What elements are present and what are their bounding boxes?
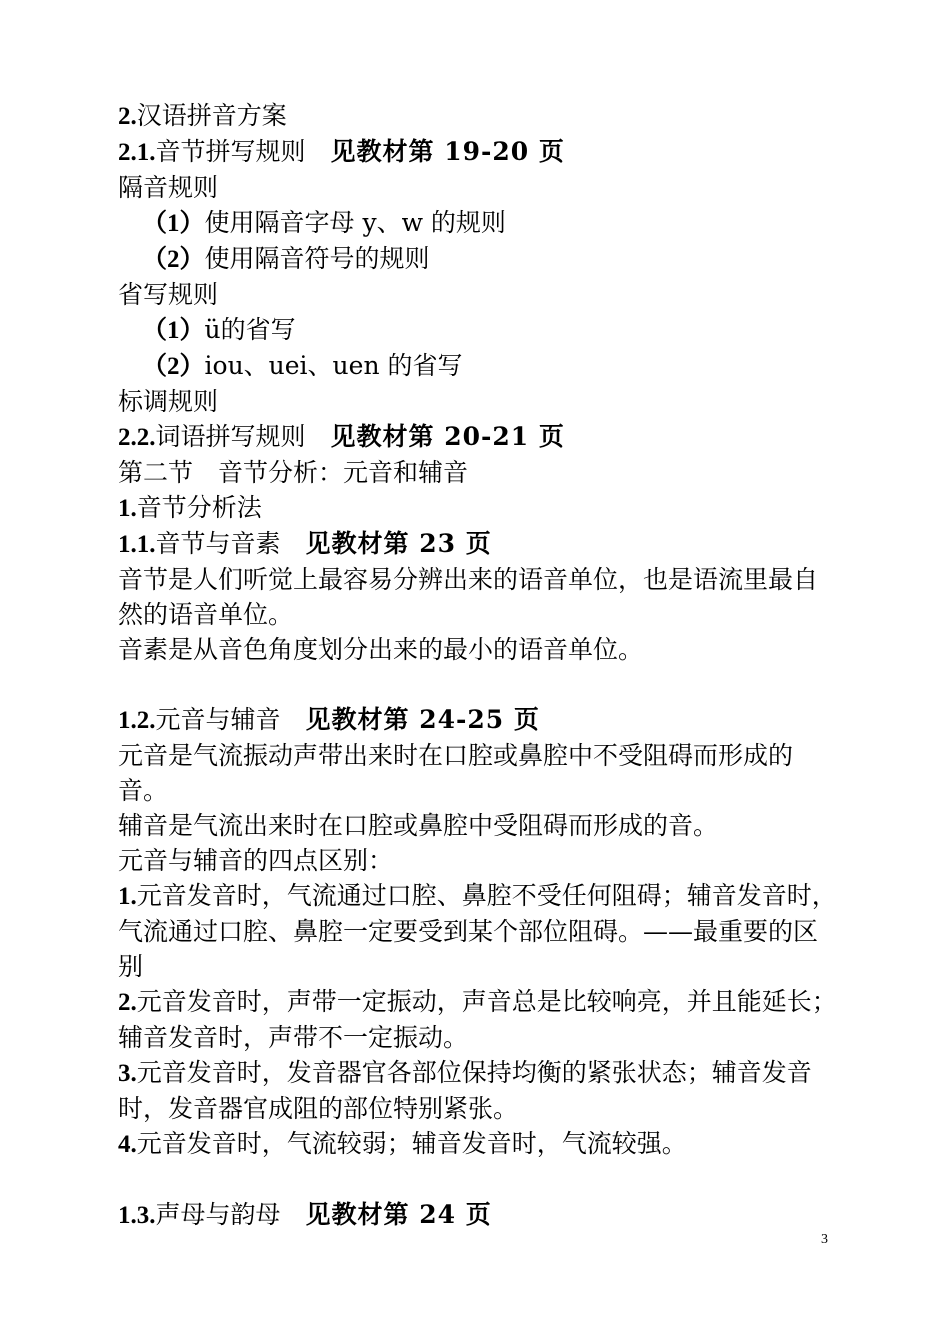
text-line — [118, 384, 838, 419]
line-text: ü的省写 — [204, 315, 296, 344]
text-line — [118, 455, 838, 490]
textbook-reference: 见教材第 23 页 — [305, 529, 492, 558]
line-text: 元音发音时，发音器官各部位保持均衡的紧张状态；辅音发音 — [136, 1058, 812, 1087]
line-text: 元音是气流振动声带出来时在口腔或鼻腔中不受阻碍而形成的 — [118, 741, 794, 770]
spacer — [306, 422, 331, 451]
section-number: 1.1. — [118, 531, 156, 558]
text-line — [118, 984, 838, 1020]
line-text: 音节拼写规则 — [155, 137, 306, 166]
text-line — [118, 312, 838, 348]
line-text: 音。 — [118, 776, 169, 805]
section-number: 2.1. — [118, 139, 156, 166]
section-number: 4. — [118, 1131, 137, 1158]
text-line — [118, 98, 838, 134]
textbook-reference: 见教材第 24 页 — [305, 1200, 492, 1229]
textbook-reference: 见教材第 24-25 页 — [305, 705, 540, 734]
line-text: 音素是从音色角度划分出来的最小的语音单位。 — [118, 635, 644, 664]
text-line — [118, 277, 838, 312]
item-marker: （2） — [142, 246, 205, 273]
document-body — [118, 98, 838, 1233]
line-text: 隔音规则 — [118, 173, 219, 202]
blank-line — [118, 1162, 838, 1197]
line-text: 别 — [118, 952, 144, 981]
text-line — [118, 702, 838, 738]
text-line — [118, 562, 838, 597]
line-text: 时，发音器官成阻的部位特别紧张。 — [118, 1094, 519, 1123]
text-line — [118, 878, 838, 914]
textbook-reference: 见教材第 19-20 页 — [330, 137, 565, 166]
line-text: iou、uei、uen 的省写 — [204, 351, 463, 380]
line-text: 辅音是气流出来时在口腔或鼻腔中受阻碍而形成的音。 — [118, 811, 719, 840]
section-number: 1.2. — [118, 707, 156, 734]
section-number: 1. — [118, 495, 137, 522]
line-text: 音节与音素 — [155, 529, 281, 558]
text-line — [118, 808, 838, 843]
line-text: 汉语拼音方案 — [136, 101, 287, 130]
item-marker: （1） — [142, 210, 205, 237]
text-line — [118, 949, 838, 984]
line-text: 声母与韵母 — [155, 1200, 281, 1229]
spacer — [281, 705, 306, 734]
text-line — [118, 1055, 838, 1091]
section-number: 3. — [118, 1060, 137, 1087]
section-number: 2.2. — [118, 424, 156, 451]
text-line — [118, 205, 838, 241]
text-line — [118, 170, 838, 205]
spacer — [281, 529, 306, 558]
line-text: 元音发音时，气流通过口腔、鼻腔不受任何阻碍；辅音发音时， — [136, 881, 837, 910]
blank-line — [118, 667, 838, 702]
line-text: 词语拼写规则 — [155, 422, 306, 451]
line-text: 音节分析法 — [136, 493, 262, 522]
section-number: 2. — [118, 103, 137, 130]
section-number: 1. — [118, 883, 137, 910]
line-text: 然的语音单位。 — [118, 600, 294, 629]
text-line — [118, 1091, 838, 1126]
text-line — [118, 738, 838, 773]
text-line — [118, 419, 838, 455]
text-line — [118, 597, 838, 632]
line-text: 标调规则 — [118, 387, 219, 416]
spacer — [306, 137, 331, 166]
textbook-reference: 见教材第 20-21 页 — [330, 422, 565, 451]
section-number: 1.3. — [118, 1202, 156, 1229]
text-line — [118, 134, 838, 170]
line-text: 使用隔音符号的规则 — [204, 244, 430, 273]
line-text: 辅音发音时，声带不一定振动。 — [118, 1023, 469, 1052]
page-number: 3 — [821, 1232, 828, 1247]
text-line — [118, 490, 838, 526]
text-line — [118, 348, 838, 384]
text-line — [118, 773, 838, 808]
line-text: 气流通过口腔、鼻腔一定要受到某个部位阻碍。——最重要的区 — [118, 917, 819, 946]
text-line — [118, 1020, 838, 1055]
text-line — [118, 1197, 838, 1233]
item-marker: （1） — [142, 317, 205, 344]
line-text: 音节是人们听觉上最容易分辨出来的语音单位，也是语流里最自 — [118, 565, 819, 594]
text-line — [118, 241, 838, 277]
line-text: 元音发音时，气流较弱；辅音发音时，气流较强。 — [136, 1129, 687, 1158]
line-text: 元音与辅音 — [155, 705, 281, 734]
line-text: 使用隔音字母 y、w 的规则 — [204, 208, 506, 237]
line-text: 元音与辅音的四点区别： — [118, 846, 394, 875]
text-line — [118, 843, 838, 878]
spacer — [281, 1200, 306, 1229]
line-text: 省写规则 — [118, 280, 219, 309]
text-line — [118, 914, 838, 949]
text-line — [118, 632, 838, 667]
item-marker: （2） — [142, 353, 205, 380]
line-text: 第二节 音节分析：元音和辅音 — [118, 458, 469, 487]
section-number: 2. — [118, 989, 137, 1016]
text-line — [118, 1126, 838, 1162]
line-text: 元音发音时，声带一定振动，声音总是比较响亮，并且能延长； — [136, 987, 837, 1016]
text-line — [118, 526, 838, 562]
